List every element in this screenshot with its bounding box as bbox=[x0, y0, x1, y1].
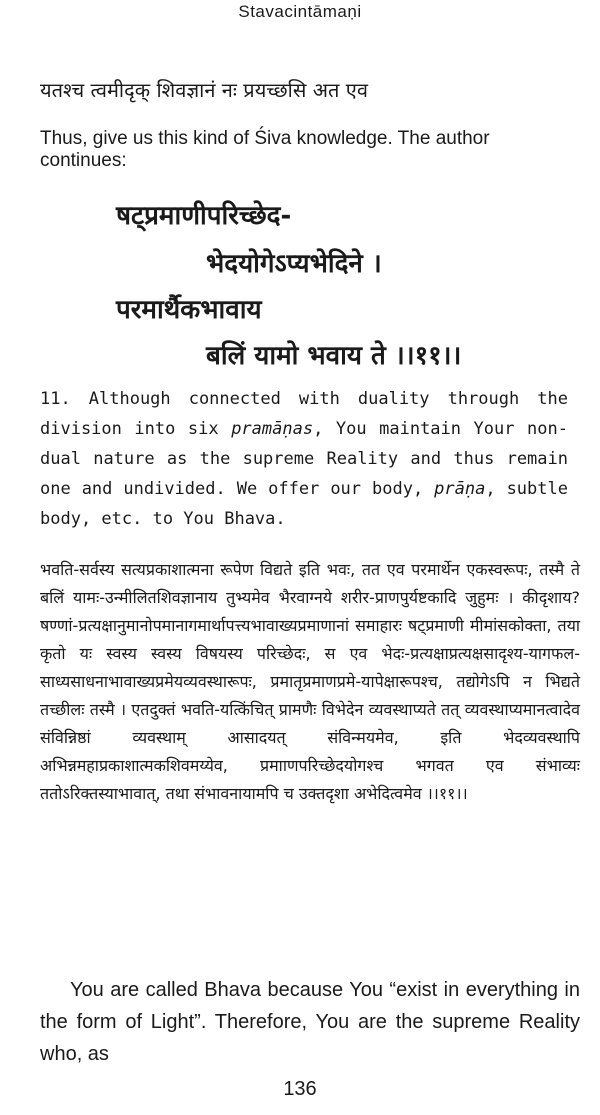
verse-line-4: बलिं यामो भवाय ते ।।११।। bbox=[206, 341, 462, 371]
sanskrit-commentary bbox=[40, 556, 580, 808]
translation-text: Although connected with duality through the division into six bbox=[40, 389, 568, 439]
sanskrit-intro-line: यतश्च त्वमीदृक् शिवज्ञानं नः प्रयच्छसि अत एव bbox=[40, 78, 368, 102]
verse-line-2: भेदयोगेऽप्यभेदिने । bbox=[206, 249, 382, 279]
commentary-text: भवति-सर्वस्य सत्यप्रकाशात्मना रूपेण विद्यते इति भवः, तत एव परमार्थेन एकस्वरूपः, तस्मै ते बलिं यामः-उन्मीलितशिवज्ञानाय तुभ्यमेव भैरवाग्नये शरीर-प्राणपुर्यष्टकादि जुहुमः । कीदृशाय? षण्णां-प्रत्यक्षानुमानोपमानागमार्थापत्त्यभावाख्यप्रमाणानां समाहारः षट्प्रमाणी मीमांसकोक्ता, तया कृतो यः स्वस्य स्वस्य विषयस्य परिच्छेदः, स एव भेदः-प्रत्यक्षाप्रत्यक्षसादृश्य-यागफल-साध्यसाधनाभावाख्यप्रमेयव्यवस्थारूपः, प्रमातृप्रमाणप्रमे-यापेक्षारूपश्च, तद्योगेऽपि न भिद्यते तच्छीलः तस्मै । एतदुक्तं भवति-यत्किंचित् प्रामणैः विभेदेन व्यवस्थाप्यते तत् व्यवस्थाप्यमानत्वादेव संविन्निष्ठां व्यवस्थाम् आसादयत् संविन्मयमेव, इति भेदव्यवस्थापि अभिन्नमहाप्रकाशात्मकशिवमय्येव, प्रमााणपरिच्छेदयोगश्च भगवत एव संभाव्यः ततोऽरिक्तस्याभावात्, तथा संभावनायामपि च उक्तदृशा अभेदित्वमेव ।।११।। bbox=[40, 560, 580, 803]
english-paragraph bbox=[40, 974, 580, 1070]
english-paragraph-text: You are called Bhava because You “exist in everything in the form of Light”. Therefore, You are the supreme Reality who, as bbox=[40, 979, 580, 1065]
verse-number: 11. bbox=[40, 389, 71, 409]
page-number: 136 bbox=[283, 1078, 317, 1100]
verse-line-3: परमार्थैकभावाय bbox=[116, 295, 262, 325]
running-head: Stavacintāmaṇi bbox=[238, 2, 362, 21]
translation-text: , subtle body, etc. to You Bhava. bbox=[40, 479, 568, 529]
english-intro-line: Thus, give us this kind of Śiva knowledge. The author continues: bbox=[40, 128, 490, 171]
term-prana: prāṇa bbox=[434, 479, 486, 499]
verse-line-1: षट्प्रमाणीपरिच्छेद- bbox=[116, 201, 292, 231]
term-pramanas: pramāṇas bbox=[231, 419, 314, 439]
translation-text: , You maintain Your non-dual nature as the supreme Reality and thus remain one and undivided. We offer our body, bbox=[40, 419, 568, 499]
verse-translation bbox=[40, 384, 568, 534]
